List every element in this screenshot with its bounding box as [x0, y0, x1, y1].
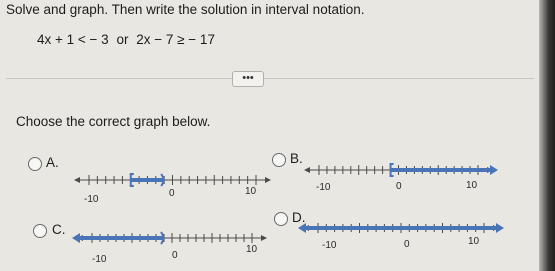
option-c-tick-zero: 0: [172, 250, 178, 261]
solution-arrow-right: [496, 223, 504, 233]
option-a-label: A.: [46, 155, 59, 170]
instruction-text: Solve and graph. Then write the solution in interval notation.: [6, 2, 365, 17]
option-d-tick-left: -10: [322, 240, 337, 251]
option-a-tick-right: 10: [245, 186, 257, 197]
option-b-tick-zero: 0: [396, 181, 402, 192]
option-c-label: C.: [52, 222, 66, 237]
question-prompt: Choose the correct graph below.: [16, 114, 211, 129]
option-a-tick-zero: 0: [169, 188, 175, 199]
option-c-tick-left: -10: [92, 254, 107, 265]
option-b-label: B.: [290, 151, 303, 166]
expand-more-button[interactable]: •••: [232, 71, 264, 87]
solution-arrow-left: [298, 223, 306, 233]
inequality-1: 4x + 1 < − 3: [37, 32, 109, 47]
or-connector: or: [116, 32, 129, 47]
option-d-tick-zero: 0: [404, 239, 410, 250]
option-b-tick-right: 10: [466, 180, 478, 191]
option-d-tick-right: 10: [468, 236, 480, 247]
option-b-tick-left: -10: [316, 182, 331, 193]
inequality-2: 2x − 7 ≥ − 17: [136, 32, 215, 47]
option-a-tick-left: -10: [84, 194, 99, 205]
option-c-tick-right: 10: [246, 244, 258, 255]
option-d-label: D.: [292, 210, 306, 225]
